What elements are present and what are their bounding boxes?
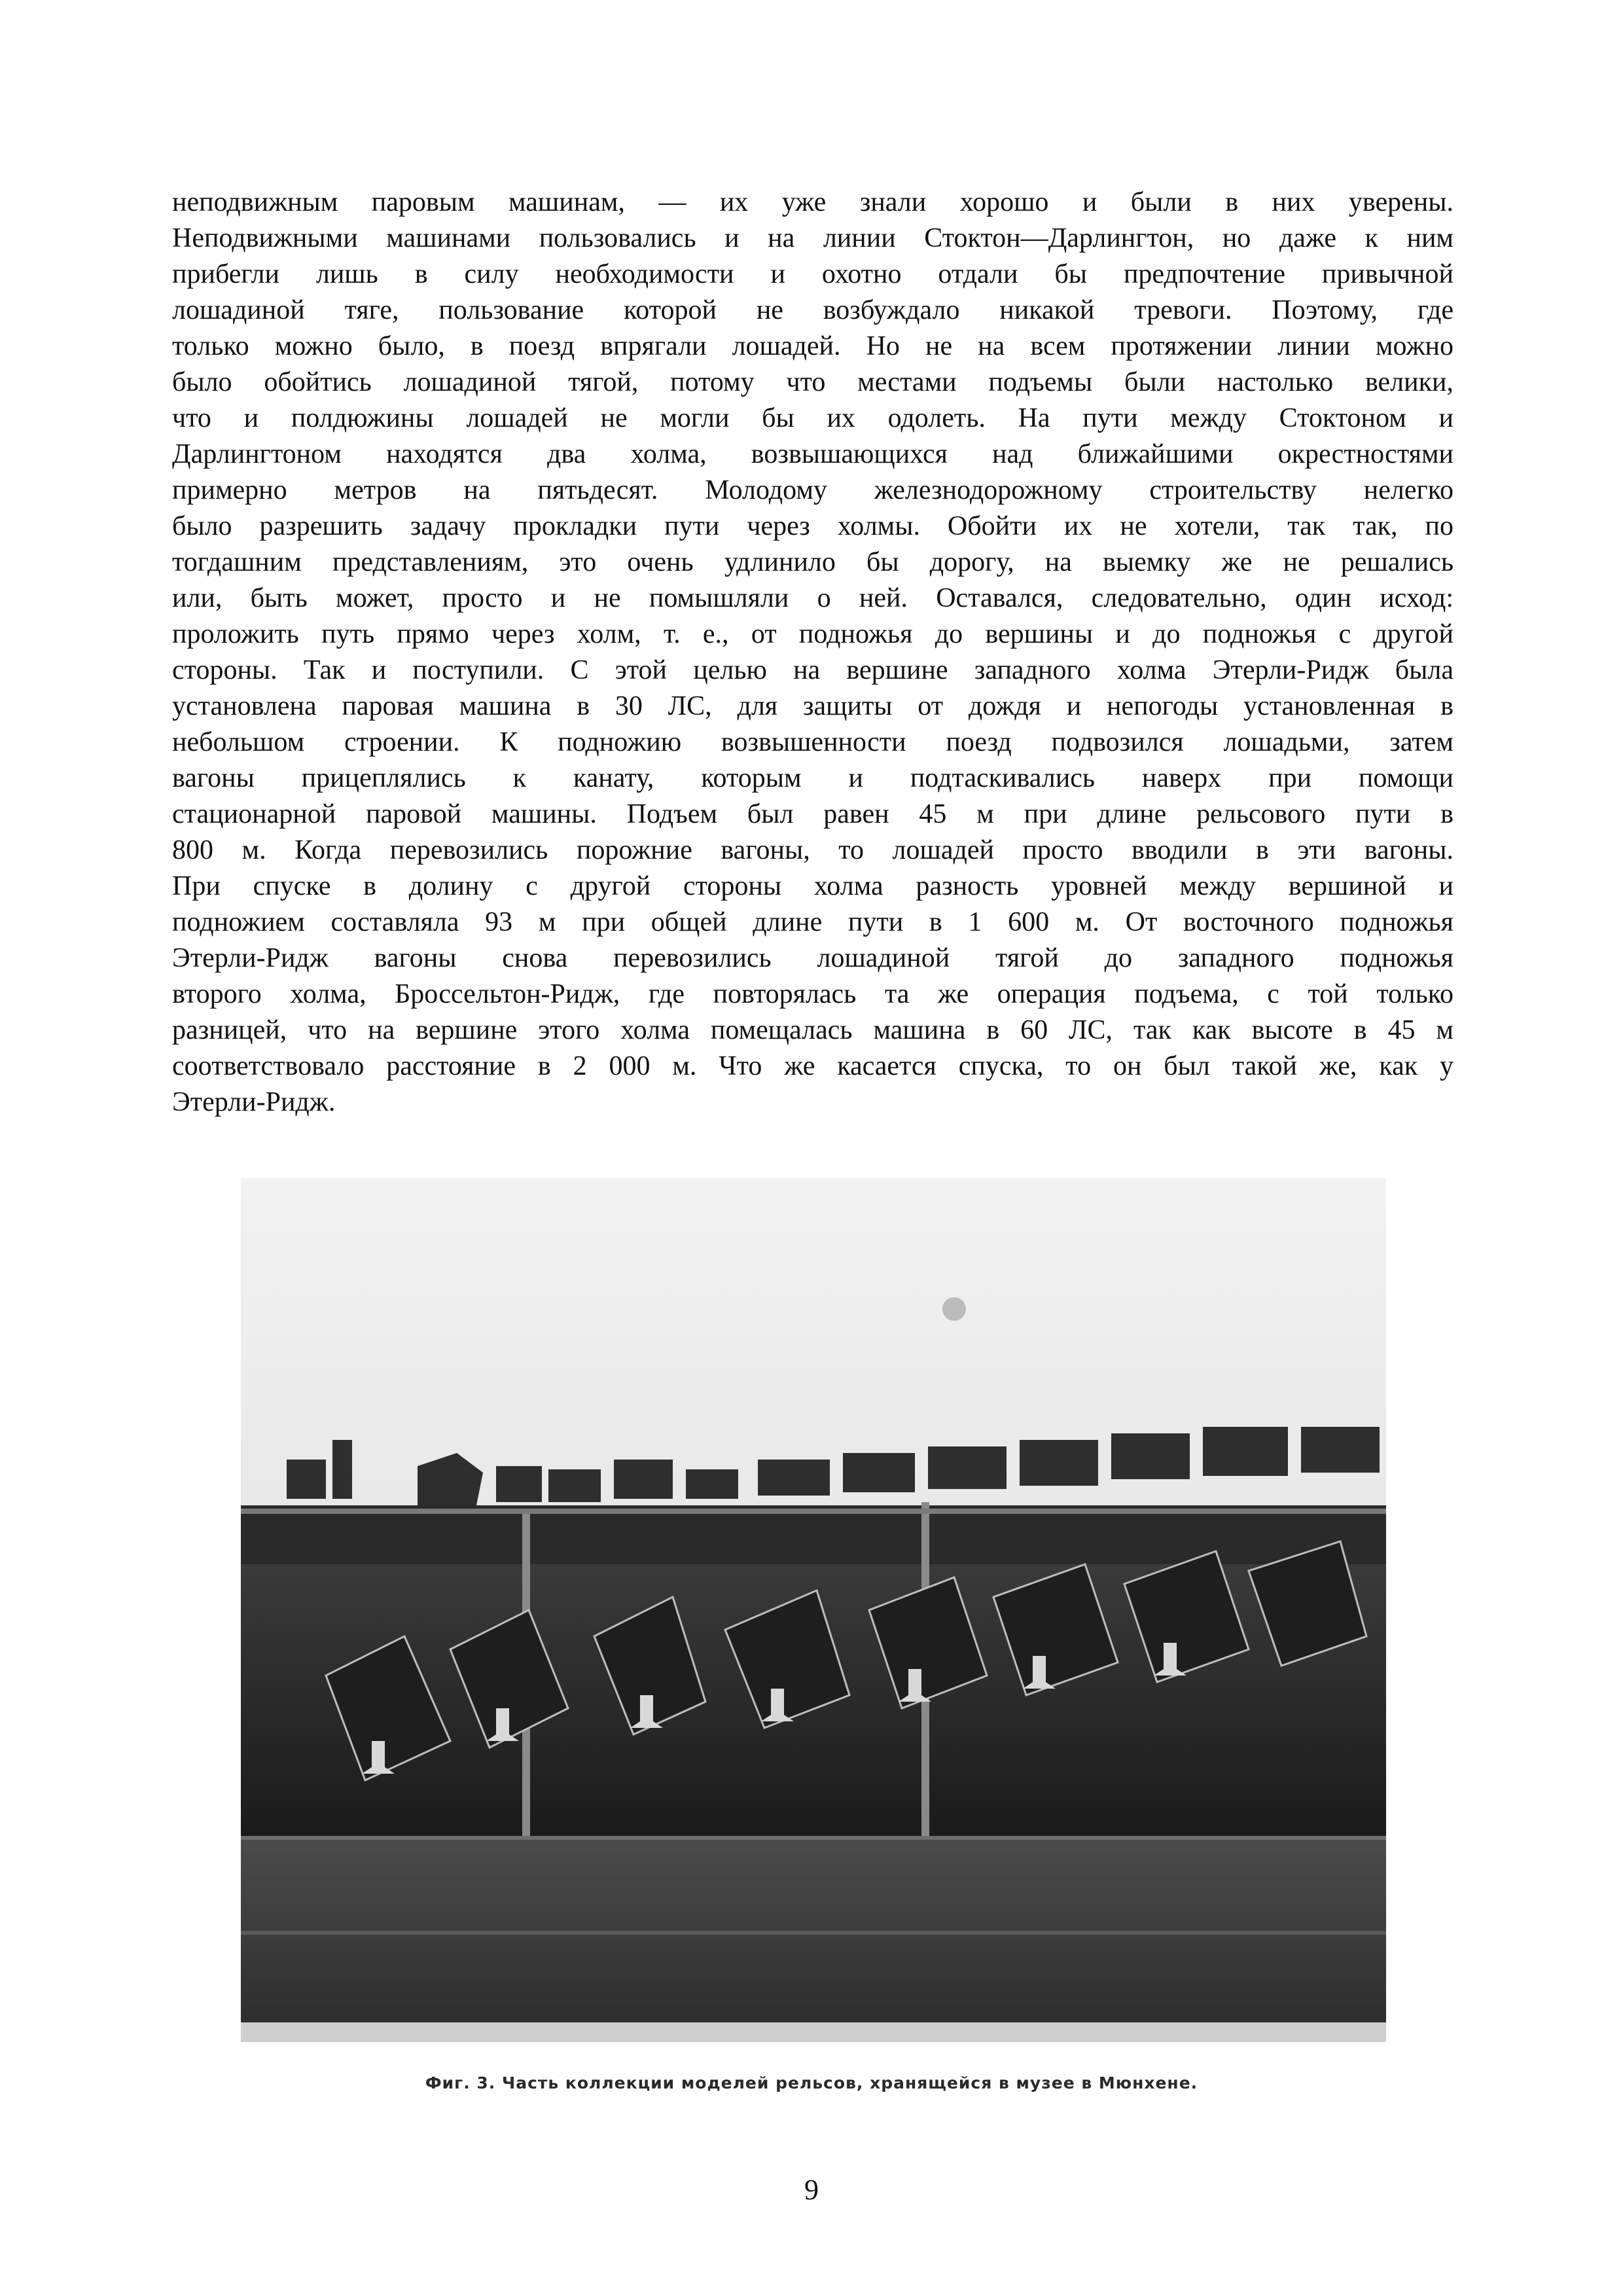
body-text	[172, 185, 1454, 1121]
figure-caption: Фиг. 3. Часть коллекции моделей рельсов, хранящейся в музее в Мюнхене.	[425, 2073, 1198, 2092]
text-line: проложить путь прямо через холм, т. е., от подножья до вершины и до подножья с другой	[172, 619, 1454, 649]
text-line: что и полдюжины лошадей не могли бы их одолеть. На пути между Стоктоном и	[172, 403, 1454, 433]
text-line: Этерли-Ридж вагоны снова перевозились лошадиной тягой до западного подножья	[172, 943, 1454, 973]
text-line: только можно было, в поезд впрягали лошадей. Но не на всем протяжении линии можно	[172, 331, 1454, 361]
text-line: примерно метров на пятьдесят. Молодому железнодорожному строительству нелегко	[172, 475, 1454, 505]
text-line: подножием составляла 93 м при общей длине пути в 1 600 м. От восточного подножья	[172, 907, 1454, 937]
text-line: разницей, что на вершине этого холма помещалась машина в 60 ЛС, так как высоте в 45 м	[172, 1015, 1454, 1045]
text-line: неподвижным паровым машинам, — их уже знали хорошо и были в них уверены.	[172, 187, 1454, 217]
text-line: второго холма, Броссельтон-Ридж, где повторялась та же операция подъема, с той только	[172, 979, 1454, 1009]
page-number: 9	[804, 2174, 819, 2206]
text-line: Дарлингтоном находятся два холма, возвышающихся над ближайшими окрестностями	[172, 439, 1454, 469]
text-line: 800 м. Когда перевозились порожние вагоны, то лошадей просто вводили в эти вагоны.	[172, 835, 1454, 865]
text-line: стационарной паровой машины. Подъем был равен 45 м при длине рельсового пути в	[172, 799, 1454, 829]
rail-collection-illustration	[241, 1178, 1386, 2042]
text-line: соответствовало расстояние в 2 000 м. Что же касается спуска, то он был такой же, как у	[172, 1051, 1454, 1081]
text-line: прибегли лишь в силу необходимости и охотно отдали бы предпочтение привычной	[172, 259, 1454, 289]
text-line: Неподвижными машинами пользовались и на линии Стоктон—Дарлингтон, но даже к ним	[172, 223, 1454, 253]
text-line: было обойтись лошадиной тягой, потому что местами подъемы были настолько велики,	[172, 367, 1454, 397]
text-line: или, быть может, просто и не помышляли о ней. Оставался, следовательно, один исход:	[172, 583, 1454, 613]
text-line: вагоны прицеплялись к канату, которым и подтаскивались наверх при помощи	[172, 763, 1454, 793]
text-line: При спуске в долину с другой стороны холма разность уровней между вершиной и	[172, 871, 1454, 901]
text-line: тогдашним представлениям, это очень удлинило бы дорогу, на выемку же не решались	[172, 547, 1454, 577]
text-line: небольшом строении. К подножию возвышенности поезд подвозился лошадьми, затем	[172, 727, 1454, 757]
text-line: стороны. Так и поступили. С этой целью на вершине западного холма Этерли-Ридж была	[172, 655, 1454, 685]
text-line: Этерли-Ридж.	[172, 1087, 336, 1117]
text-line: было разрешить задачу прокладки пути через холмы. Обойти их не хотели, так так, по	[172, 511, 1454, 541]
text-line: лошадиной тяге, пользование которой не возбуждало никакой тревоги. Поэтому, где	[172, 295, 1454, 325]
rail-collection-photo	[241, 1178, 1386, 2042]
text-line: установлена паровая машина в 30 ЛС, для защиты от дождя и непогоды установленная в	[172, 691, 1454, 721]
